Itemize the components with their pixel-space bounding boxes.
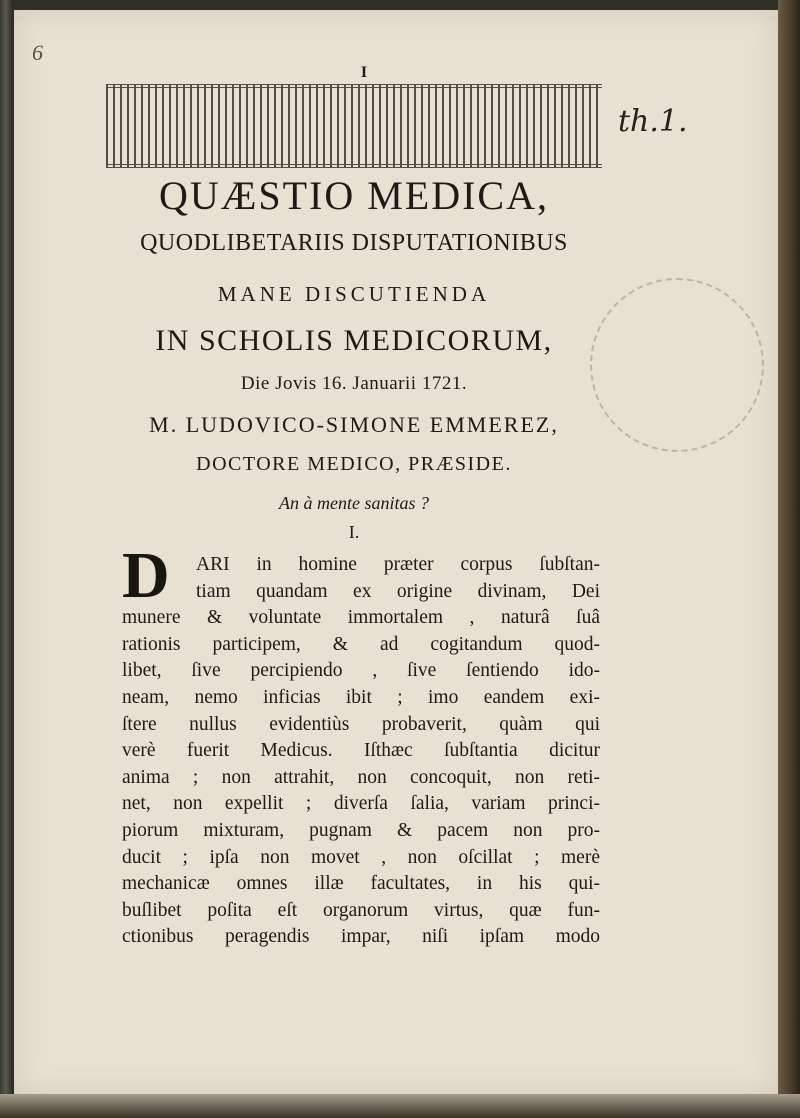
body-line: net, non expellit ; diverſa ſalia, variam princi- [122,793,600,815]
body-line: tiam quandam ex origine divinam, Dei [196,580,600,602]
heading-line-mane: MANE DISCUTIENDA [217,282,491,306]
drop-cap: D [122,539,170,612]
body-line: verè fuerit Medicus. Iſthæc ſubſtantia dicitur [122,740,600,762]
body-line: mechanicæ omnes illæ facultates, in his qui- [122,873,600,895]
heading-line-scholis: IN SCHOLIS MEDICORUM, [155,324,553,357]
body-line: piorum mixturam, pugnam & pacem non pro- [122,819,600,841]
body-line: ducit ; ipſa non movet , non oſcillat ; merè [122,846,600,868]
thesis-question: An à mente sanitas ? [279,493,429,513]
body-line: anima ; non attrahit, non concoquit, non reti- [122,766,600,788]
subtitle: QUODLIBETARIIS DISPUTATIONIBUS [140,230,568,256]
body-text [122,552,600,951]
body-line: libet, ſive percipiendo , ſive ſentiendo ido- [122,660,600,682]
book-fore-edge [778,0,800,1118]
body-line: neam, nemo inficias ibit ; imo eandem exi- [122,686,600,708]
handwritten-shelf-mark: th.1. [618,104,688,139]
body-line: buſlibet poſita eſt organorum virtus, quæ fun- [122,899,600,921]
pencil-corner-mark: 6 [32,40,43,65]
book-page [14,10,778,1095]
library-stamp [590,278,764,452]
body-line: ſtere nullus evidentiùs probaverit, quàm qui [122,713,600,735]
page-number: I [360,64,368,81]
scan-bottom-edge [0,1094,800,1118]
page-title: QUÆSTIO MEDICA, [159,173,549,218]
body-line: ARI in homine præter corpus ſubſtan- [196,554,600,575]
body-line: munere & voluntate immortalem , naturâ ſuâ [122,607,600,629]
ornamental-header-band [106,84,602,168]
praeses-name: M. LUDOVICO-SIMONE EMMEREZ, [149,412,559,437]
date-line: Die Jovis 16. Januarii 1721. [240,373,468,394]
body-line: rationis participem, & ad cogitandum quod- [122,633,600,655]
body-line: ctionibus peragendis impar, niſi ipſam modo [122,926,600,948]
praeses-title: DOCTORE MEDICO, PRÆSIDE. [196,453,512,475]
section-number: I. [348,522,360,542]
